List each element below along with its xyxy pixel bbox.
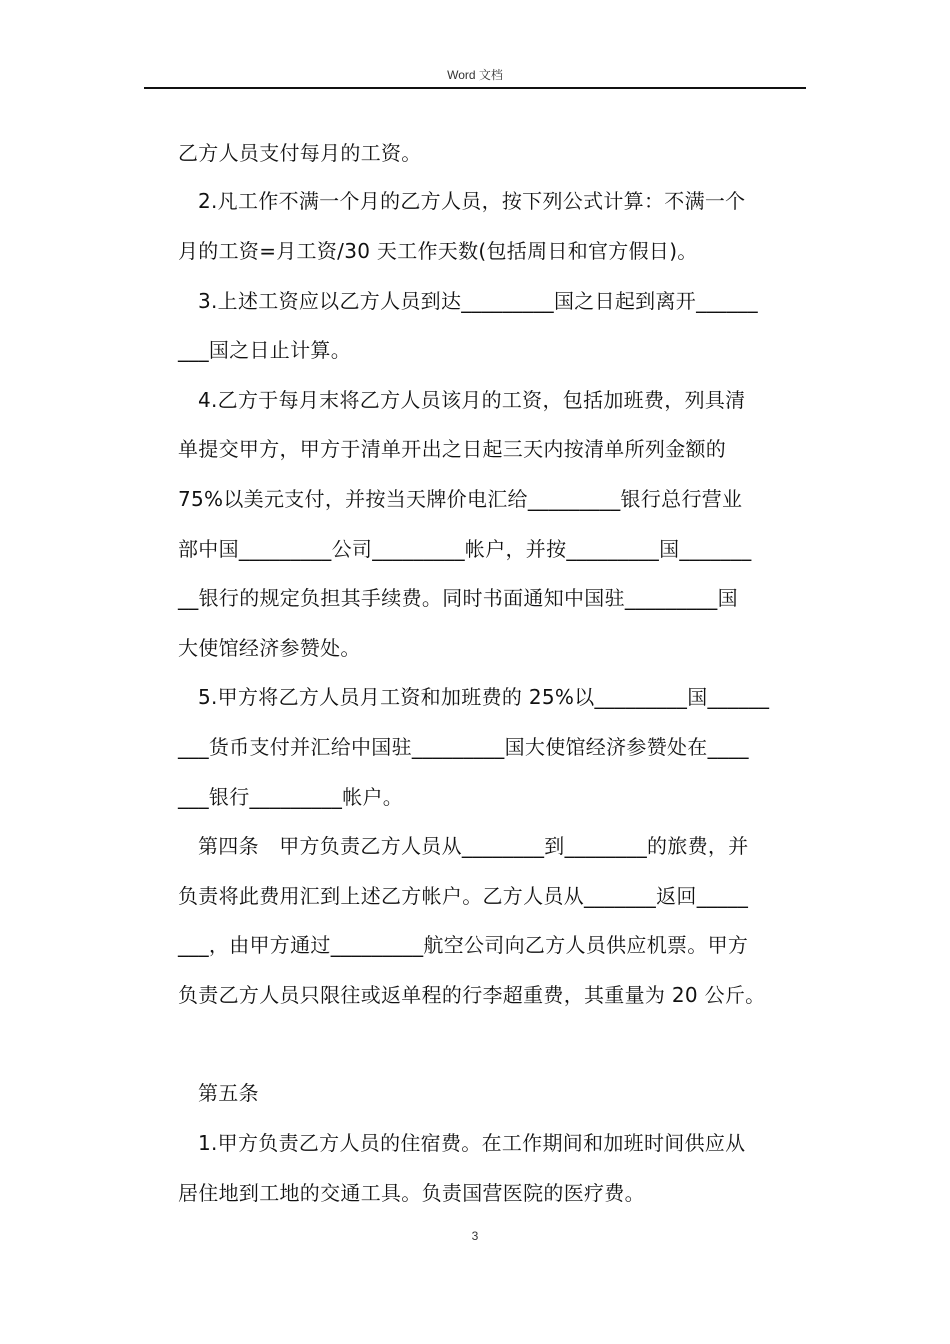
body-line: 5.甲方将乙方人员月工资和加班费的 25%以_________国______ xyxy=(198,685,770,709)
body-line: __银行的规定负担其手续费。同时书面通知中国驻_________国 xyxy=(178,586,738,610)
body-line: 第四条 甲方负责乙方人员从________到________的旅费，并 xyxy=(198,834,749,858)
header-rule xyxy=(144,87,806,89)
body-line: 月的工资=月工资/30 天工作天数(包括周日和官方假日)。 xyxy=(178,239,698,263)
page-header-text: Word 文档 xyxy=(447,68,503,82)
body-line: 负责乙方人员只限往或返单程的行李超重费，其重量为 20 公斤。 xyxy=(178,983,766,1007)
body-line: ___，由甲方通过_________航空公司向乙方人员供应机票。甲方 xyxy=(178,933,749,957)
page-number: 3 xyxy=(471,1229,479,1243)
body-line: 1.甲方负责乙方人员的住宿费。在工作期间和加班时间供应从 xyxy=(198,1131,746,1155)
body-line: 乙方人员支付每月的工资。 xyxy=(178,141,422,165)
body-line: 部中国_________公司_________帐户，并按_________国_______ xyxy=(178,537,752,561)
section-heading: 第五条 xyxy=(198,1081,259,1105)
body-line: ___银行_________帐户。 xyxy=(178,785,404,809)
body-line: ___货币支付并汇给中国驻_________国大使馆经济参赞处在____ xyxy=(178,735,749,759)
body-line: 4.乙方于每月末将乙方人员该月的工资，包括加班费，列具清 xyxy=(198,388,746,412)
body-line: 居住地到工地的交通工具。负责国营医院的医疗费。 xyxy=(178,1181,645,1205)
body-line: 大使馆经济参赞处。 xyxy=(178,636,361,660)
body-line: 单提交甲方，甲方于清单开出之日起三天内按清单所列金额的 xyxy=(178,437,727,461)
body-line: ___国之日止计算。 xyxy=(178,338,351,362)
body-line: 2.凡工作不满一个月的乙方人员，按下列公式计算：不满一个 xyxy=(198,189,746,213)
body-line: 75%以美元支付，并按当天牌价电汇给_________银行总行营业 xyxy=(178,487,743,511)
body-line: 3.上述工资应以乙方人员到达_________国之日起到离开______ xyxy=(198,289,758,313)
body-line: 负责将此费用汇到上述乙方帐户。乙方人员从_______返回_____ xyxy=(178,884,749,908)
